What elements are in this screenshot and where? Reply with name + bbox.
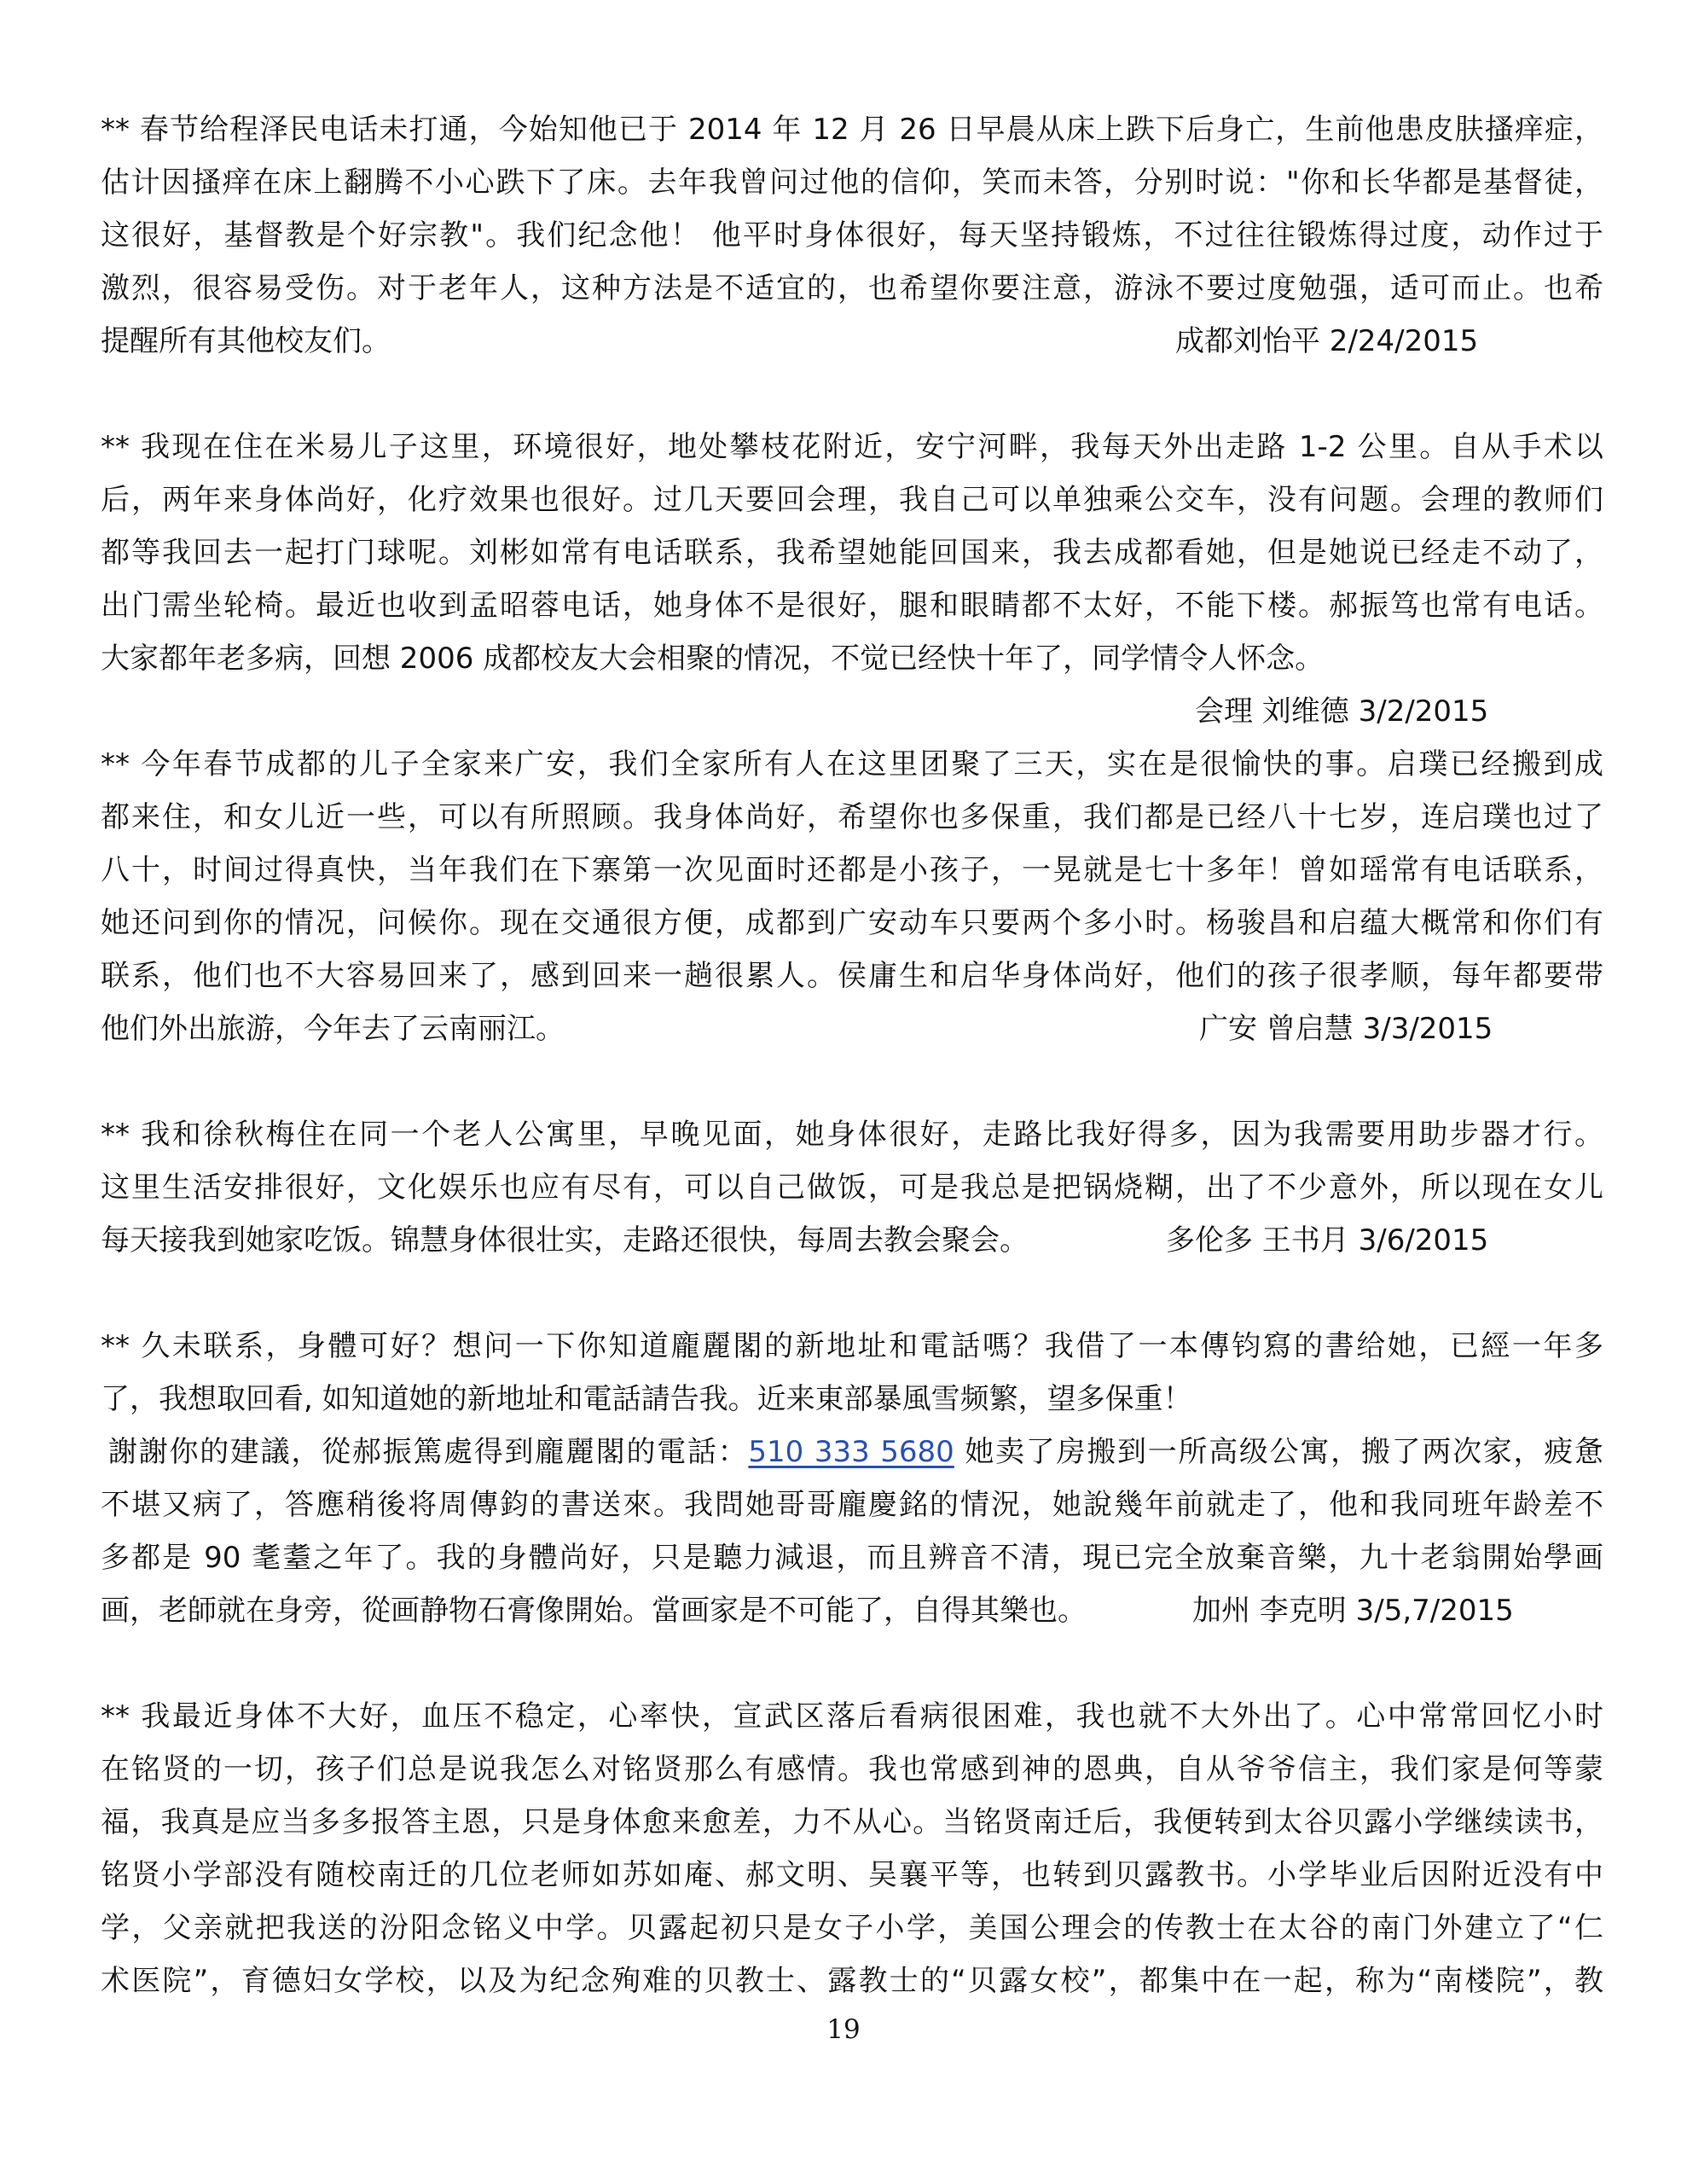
letter-li-keming [101,1320,1603,1637]
letter-line: 激烈，很容易受伤。对于老年人，这种方法是不适宜的，也希望你要注意，游泳不要过度勉强，适可而止。也希 [101,271,1603,305]
signature: 多伦多 王书月 3/6/2015 [1166,1223,1489,1258]
signature-line [101,685,1603,738]
letter-liu-yiping [101,103,1603,368]
letter-text: 每天接我到她家吃饭。锦慧身体很壮实，走路还很快，每周去教会聚会。 [101,1223,1029,1258]
letter-line-last [101,1584,1603,1637]
signature: 成都刘怡平 2/24/2015 [1175,324,1479,358]
letter-text: 她卖了房搬到一所高级公寓，搬了两次家，疲惫 [954,1435,1603,1469]
letter-line: 这里生活安排很好，文化娱乐也应有尽有，可以自己做饭，可是我总是把锅烧糊，出了不少意外，所以现在女儿 [101,1170,1603,1205]
letter-line: ** 我和徐秋梅住在同一个老人公寓里，早晚见面，她身体很好，走路比我好得多，因为我需要用助步器才行。 [101,1118,1603,1152]
letter-line: 多都是 90 耄耋之年了。我的身體尚好，只是聽力減退，而且辨音不清，現已完全放棄音樂，九十老翁開始學画 [101,1541,1603,1575]
letter-line: ** 春节给程泽民电话未打通，今始知他已于 2014 年 12 月 26 日早晨从床上跌下后身亡，生前他患皮肤搔痒症， [101,113,1603,147]
signature: 广安 曾启慧 3/3/2015 [1199,1012,1493,1046]
letter-line-last [101,315,1603,368]
letter-line: 学，父亲就把我送的汾阳念铭义中学。贝露起初只是女子小学，美国公理会的传教士在太谷的南门外建立了“仁 [101,1911,1603,1945]
letter-line: 这很好，基督教是个好宗教"。我们纪念他！ 他平时身体很好，每天坚持锻炼，不过往往锻炼得过度，动作过于 [101,218,1603,253]
phone-number-link[interactable]: 510 333 5680 [748,1435,954,1469]
letter-text: 他们外出旅游，今年去了云南丽江。 [101,1012,565,1046]
letter-line: 在铭贤的一切，孩子们总是说我怎么对铭贤那么有感情。我也常感到神的恩典，自从爷爷信主，我们家是何等蒙 [101,1752,1603,1786]
paragraph-spacer [101,1267,1603,1320]
letter-line-last [101,1214,1603,1267]
letter-line: 她还问到你的情况，问候你。现在交通很方便，成都到广安动车只要两个多小时。杨骏昌和启蕴大概常和你们有 [101,906,1603,940]
letter-text: 提醒所有其他校友们。 [101,324,391,358]
letter-line: 福，我真是应当多多报答主恩，只是身体愈来愈差，力不从心。当铭贤南迁后，我便转到太谷贝露小学继续读书， [101,1805,1603,1839]
letter-zeng-qihui [101,738,1603,1055]
letter-line: 都等我回去一起打门球呢。刘彬如常有电话联系，我希望她能回国来，我去成都看她，但是她说已经走不动了， [101,536,1603,570]
signature: 会理 刘维德 3/2/2015 [1195,694,1489,729]
letter-wang-shuyue [101,1108,1603,1267]
letter-line: 联系，他们也不大容易回来了，感到回来一趟很累人。侯庸生和启华身体尚好，他们的孩子很孝顺，每年都要带 [101,959,1603,993]
page-number: 19 [826,2014,861,2045]
letter-line: ** 我最近身体不大好，血压不稳定，心率快，宣武区落后看病很困难，我也就不大外出了。心中常常回忆小时 [101,1699,1603,1734]
letter-text: 画，老師就在身旁，從画静物石膏像開始。當画家是不可能了，自得其樂也。 [101,1594,1087,1628]
letter-liu-weide [101,421,1603,738]
letter-text: 謝謝你的建議，從郝振篤處得到龐麗閣的電話： [108,1435,749,1469]
letter-mingxian-memories [101,1690,1603,2007]
letter-line: 了，我想取回看, 如知道她的新地址和電話請告我。近来東部暴風雪频繁，望多保重！ [101,1382,1192,1416]
paragraph-spacer [101,1055,1603,1108]
letter-line: 不堪又病了，答應稍後将周傳鈞的書送來。我問她哥哥龐慶銘的情況，她說幾年前就走了，他和我同班年龄差不 [101,1488,1603,1522]
letter-line: 估计因搔痒在床上翻腾不小心跌下了床。去年我曾问过他的信仰，笑而未答，分别时说："你和长华都是基督徒， [101,166,1603,200]
letter-line: ** 今年春节成都的儿子全家来广安，我们全家所有人在这里团聚了三天，实在是很愉快的事。启璞已经搬到成 [101,747,1603,781]
letter-line: 出门需坐轮椅。最近也收到孟昭蓉电话，她身体不是很好，腿和眼睛都不太好，不能下楼。郝振笃也常有电话。 [101,589,1603,623]
letter-line-with-phone [101,1426,1603,1478]
letter-line: 后，两年来身体尚好，化疗效果也很好。过几天要回会理，我自己可以单独乘公交车，没有问题。会理的教师们 [101,483,1603,517]
letter-line: 八十，时间过得真快，当年我们在下寨第一次见面时还都是小孩子，一晃就是七十多年！曾如瑶常有电话联系， [101,853,1603,887]
letter-line: ** 久未联系，身體可好？想问一下你知道龐麗閣的新地址和電話嗎？我借了一本傳钧寫的書给她，已經一年多 [101,1329,1603,1363]
signature: 加州 李克明 3/5,7/2015 [1192,1594,1514,1628]
letter-line: 大家都年老多病，回想 2006 成都校友大会相聚的情况，不觉已经快十年了，同学情令人怀念。 [101,642,1325,676]
letter-line: ** 我现在住在米易儿子这里，环境很好，地处攀枝花附近，安宁河畔，我每天外出走路 1-2 公里。自从手术以 [101,430,1603,464]
letter-line: 术医院”，育德妇女学校，以及为纪念殉难的贝教士、露教士的“贝露女校”，都集中在一起，称为“南楼院”，教 [101,1964,1603,1998]
document-body [101,103,1603,2007]
letter-line-last [101,1002,1603,1055]
letter-line: 都来住，和女儿近一些，可以有所照顾。我身体尚好，希望你也多保重，我们都是已经八十七岁，连启璞也过了 [101,800,1603,834]
paragraph-spacer [101,368,1603,421]
letter-line: 铭贤小学部没有随校南迁的几位老师如苏如庵、郝文明、吴襄平等，也转到贝露教书。小学毕业后因附近没有中 [101,1858,1603,1892]
paragraph-spacer [101,1637,1603,1690]
